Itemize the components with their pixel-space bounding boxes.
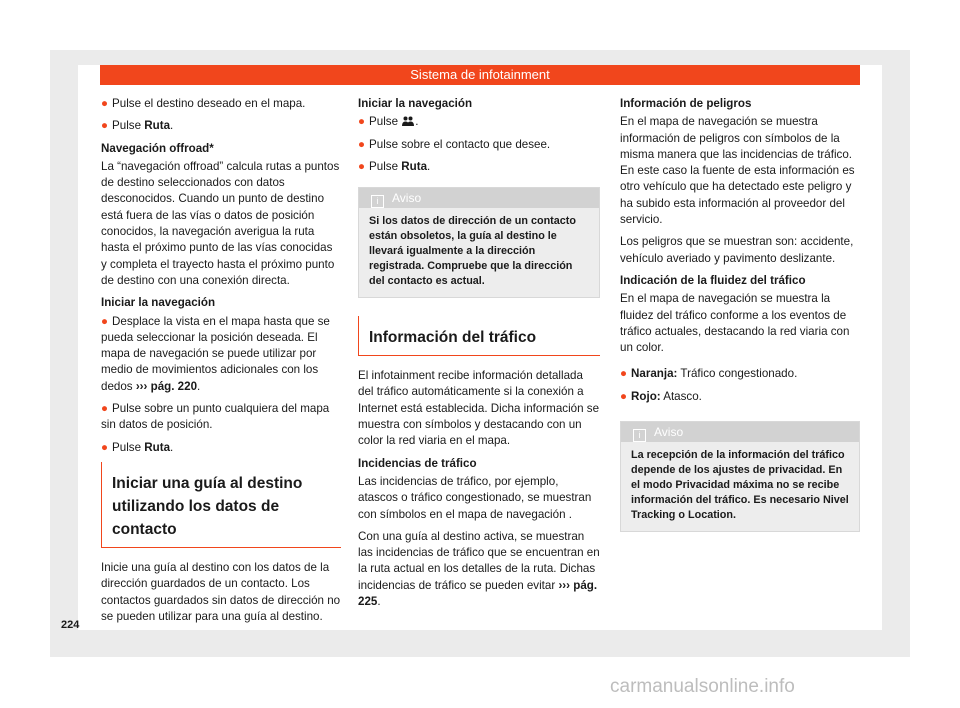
list-item: ● Pulse Ruta. — [358, 159, 431, 173]
column-2 — [358, 96, 600, 616]
bullet-icon: ● — [620, 389, 628, 403]
info-icon: i — [371, 195, 384, 208]
list-item: ● Pulse el destino deseado en el mapa. — [101, 97, 306, 110]
aviso-text: Si los datos de dirección de un contacto están obsoletos, la guía al destino le llevará igualmente a la dirección registrada. Compruebe que la dirección del contacto es actual. — [369, 215, 576, 288]
bullet-icon: ● — [101, 119, 109, 133]
list-item: ● Pulse sobre el contacto que desee. — [358, 137, 551, 151]
contact-guide-body: Inicie una guía al destino con los datos de la dirección guardados de un contacto. Los contactos guardados sin datos de dirección no se pueden utilizar para una guía al destino. — [101, 560, 341, 623]
start-nav-heading: Iniciar la navegación — [358, 97, 473, 110]
bullet-icon: ● — [101, 440, 109, 454]
list-item: ● Pulse Ruta. — [101, 119, 174, 133]
offroad-heading: Navegación offroad* — [101, 141, 214, 155]
page-number: 224 — [61, 619, 80, 631]
ruta-label: Ruta — [144, 119, 171, 133]
bullet-icon: ● — [358, 137, 366, 151]
flow-heading: Indicación de la fluidez del tráfico — [620, 273, 806, 287]
page-header: Sistema de infotainment — [100, 65, 860, 85]
aviso-header: i Aviso — [621, 422, 859, 442]
contacts-icon — [401, 116, 415, 126]
aviso-text: La recepción de la información del tráfico depende de los ajustes de privacidad. En el modo Privacidad máxima no se recibe información del tráfico. Es necesario Nivel Tracking o Location. — [631, 449, 849, 522]
flow-body: En el mapa de navegación se muestra la fluidez del tráfico conforme a los eventos de tráfico actuales, destacando la red viaria con un color. — [620, 292, 850, 355]
offroad-body: La “navegación offroad” calcula rutas a puntos de destino seleccionados con datos desconocidos. Cuando un punto de destino está fuera de las vías o datos de posición conocidos, la navegación averigua la ruta hasta el próximo punto de las vías conocidas y completa el trayecto hasta el próximo punto de destino con una conexión directa. — [101, 159, 340, 287]
incidents-heading: Incidencias de tráfico — [358, 456, 477, 470]
page-ref-link[interactable]: ››› pág. 220 — [135, 379, 198, 393]
page-ref-link[interactable]: ››› pág. 225 — [358, 578, 598, 609]
start-nav-heading: Iniciar la navegación — [101, 296, 216, 310]
section-title-traffic-info: Información del tráfico — [358, 316, 600, 356]
list-item: ● Rojo: Atasco. — [620, 389, 702, 403]
list-item: ● Pulse Ruta. — [101, 440, 174, 454]
ruta-label: Ruta — [144, 440, 171, 454]
bullet-icon: ● — [620, 367, 628, 381]
list-item: ● Desplace la vista en el mapa hasta que se pueda seleccionar la posición deseada. El mapa de navegación se puede utilizar por medio de movimientos adicionales con los dedos ››› pág. 220. — [101, 314, 330, 393]
section-title-contact-guide: Iniciar una guía al destino utilizando los datos de contacto — [101, 462, 341, 548]
column-3 — [620, 96, 860, 544]
list-item: ● Naranja: Tráfico congestionado. — [620, 367, 798, 381]
aviso-header: i Aviso — [359, 188, 599, 208]
route-incidents-body: Con una guía al destino activa, se muestran las incidencias de tráfico que se encuentran en la ruta actual en los detalles de la ruta. Dichas incidencias de tráfico se pueden evitar ››› pág. 225. — [358, 529, 600, 609]
aviso-box — [620, 421, 860, 532]
danger-body: En el mapa de navegación se muestra información de peligros con símbolos de la misma manera que las incidencias de tráfico. En este caso la fuente de esta información es otro vehículo que ha detectado este peligro y ha subido esta información al proveedor del servicio. — [620, 115, 855, 227]
bullet-icon: ● — [358, 115, 366, 129]
incidents-body: Las incidencias de tráfico, por ejemplo, atascos o tráfico congestionado, se muestran con símbolos en el mapa de navegación . — [358, 474, 592, 521]
column-1 — [101, 96, 341, 631]
info-icon: i — [633, 429, 646, 442]
watermark: carmanualsonline.info — [610, 676, 795, 697]
list-item: ● Pulse sobre un punto cualquiera del mapa sin datos de posición. — [101, 402, 330, 432]
bullet-icon: ● — [101, 314, 109, 328]
danger-heading: Información de peligros — [620, 97, 752, 110]
aviso-box — [358, 187, 600, 298]
list-item: ● Pulse . — [358, 115, 419, 129]
bullet-icon: ● — [101, 402, 109, 416]
bullet-icon: ● — [358, 159, 366, 173]
danger-list: Los peligros que se muestran son: accidente, vehículo averiado y pavimento deslizante. — [620, 235, 854, 265]
bullet-icon: ● — [101, 97, 109, 110]
traffic-intro: El infotainment recibe información detallada del tráfico automáticamente si la conexión a Internet está establecida. Dicha información se muestra con símbolos y destacando con un color la red viaria en el mapa. — [358, 369, 600, 448]
ruta-label: Ruta — [401, 159, 428, 173]
